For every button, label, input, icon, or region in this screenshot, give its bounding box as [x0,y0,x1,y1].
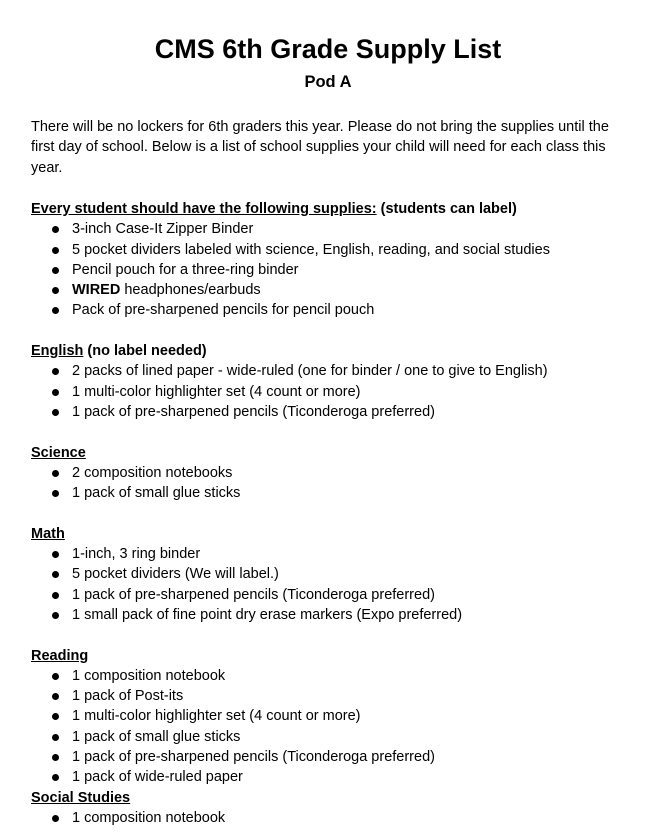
list-item [31,564,641,584]
list-item [31,605,641,625]
section-heading-title: Reading [31,647,89,664]
section-heading [31,341,641,361]
list-item [31,767,641,787]
list-item-text: headphones/earbuds [120,282,261,299]
list-item-text: Pack of pre-sharpened pencils for pencil pouch [72,302,375,319]
list-item-text: 1 pack of small glue sticks [72,728,241,745]
supply-list [31,361,641,422]
list-item [31,300,641,320]
supply-list [31,544,641,625]
section-heading [31,646,641,666]
list-item-text: 1 pack of wide-ruled paper [72,769,243,786]
list-item [31,280,641,300]
section-heading-note: (no label needed) [83,343,207,360]
list-item-emphasis: WIRED [72,282,121,299]
supply-section [31,646,641,788]
list-item-text: 1 pack of pre-sharpened pencils (Ticonderoga preferred) [72,403,435,420]
list-item-text: Pencil pouch for a three-ring binder [72,261,299,278]
supply-section [31,443,641,504]
supply-list [31,808,641,828]
list-item [31,706,641,726]
section-heading-title: Math [31,525,65,542]
list-item [31,483,641,503]
list-item-text: 3-inch Case-It Zipper Binder [72,221,254,238]
list-item [31,808,641,828]
list-item [31,544,641,564]
list-item [31,260,641,280]
list-item [31,382,641,402]
list-item-text: 1 composition notebook [72,809,226,826]
list-item [31,747,641,767]
supply-sections [31,199,641,828]
list-item [31,727,641,747]
section-heading [31,443,641,463]
supply-list [31,463,641,504]
list-item-text: 2 packs of lined paper - wide-ruled (one for binder / one to give to English) [72,363,548,380]
page-title: CMS 6th Grade Supply List [154,34,502,64]
list-item-text: 1 multi-color highlighter set (4 count or more) [72,383,361,400]
list-item-text: 5 pocket dividers labeled with science, English, reading, and social studies [72,241,550,258]
list-item [31,219,641,239]
list-item [31,240,641,260]
supply-section [31,199,641,321]
section-heading [31,524,641,544]
supply-section [31,788,641,829]
intro-paragraph: There will be no lockers for 6th graders this year. Please do not bring the supplies until the first day of school. Below is a list of school supplies your child will need for each class this year. [31,119,609,176]
list-item-text: 1 multi-color highlighter set (4 count or more) [72,708,361,725]
section-heading-title: Every student should have the following supplies: [31,201,377,217]
page-subtitle: Pod A [304,73,352,91]
list-item-text: 1 pack of Post-its [72,688,184,705]
section-heading-title: Science [31,444,86,461]
supply-list [31,666,641,788]
section-heading [31,788,641,808]
supply-section [31,341,641,422]
list-item [31,361,641,381]
section-heading-title: Social Studies [31,789,131,806]
list-item-text: 1 pack of small glue sticks [72,485,241,502]
list-item-text: 2 composition notebooks [72,464,233,481]
list-item-text: 5 pocket dividers (We will label.) [72,566,279,583]
list-item [31,463,641,483]
section-heading-title: English [31,343,84,360]
list-item-text: 1 composition notebook [72,667,226,684]
section-heading-note: (students can label) [376,201,517,217]
supply-list [31,219,641,320]
section-heading [31,199,641,219]
list-item [31,402,641,422]
list-item-text: 1 pack of pre-sharpened pencils (Ticonderoga preferred) [72,586,435,603]
supply-section [31,524,641,625]
list-item [31,666,641,686]
list-item [31,585,641,605]
list-item-text: 1-inch, 3 ring binder [72,546,201,563]
list-item-text: 1 pack of pre-sharpened pencils (Ticonderoga preferred) [72,749,435,766]
list-item [31,686,641,706]
list-item-text: 1 small pack of fine point dry erase markers (Expo preferred) [72,606,463,623]
